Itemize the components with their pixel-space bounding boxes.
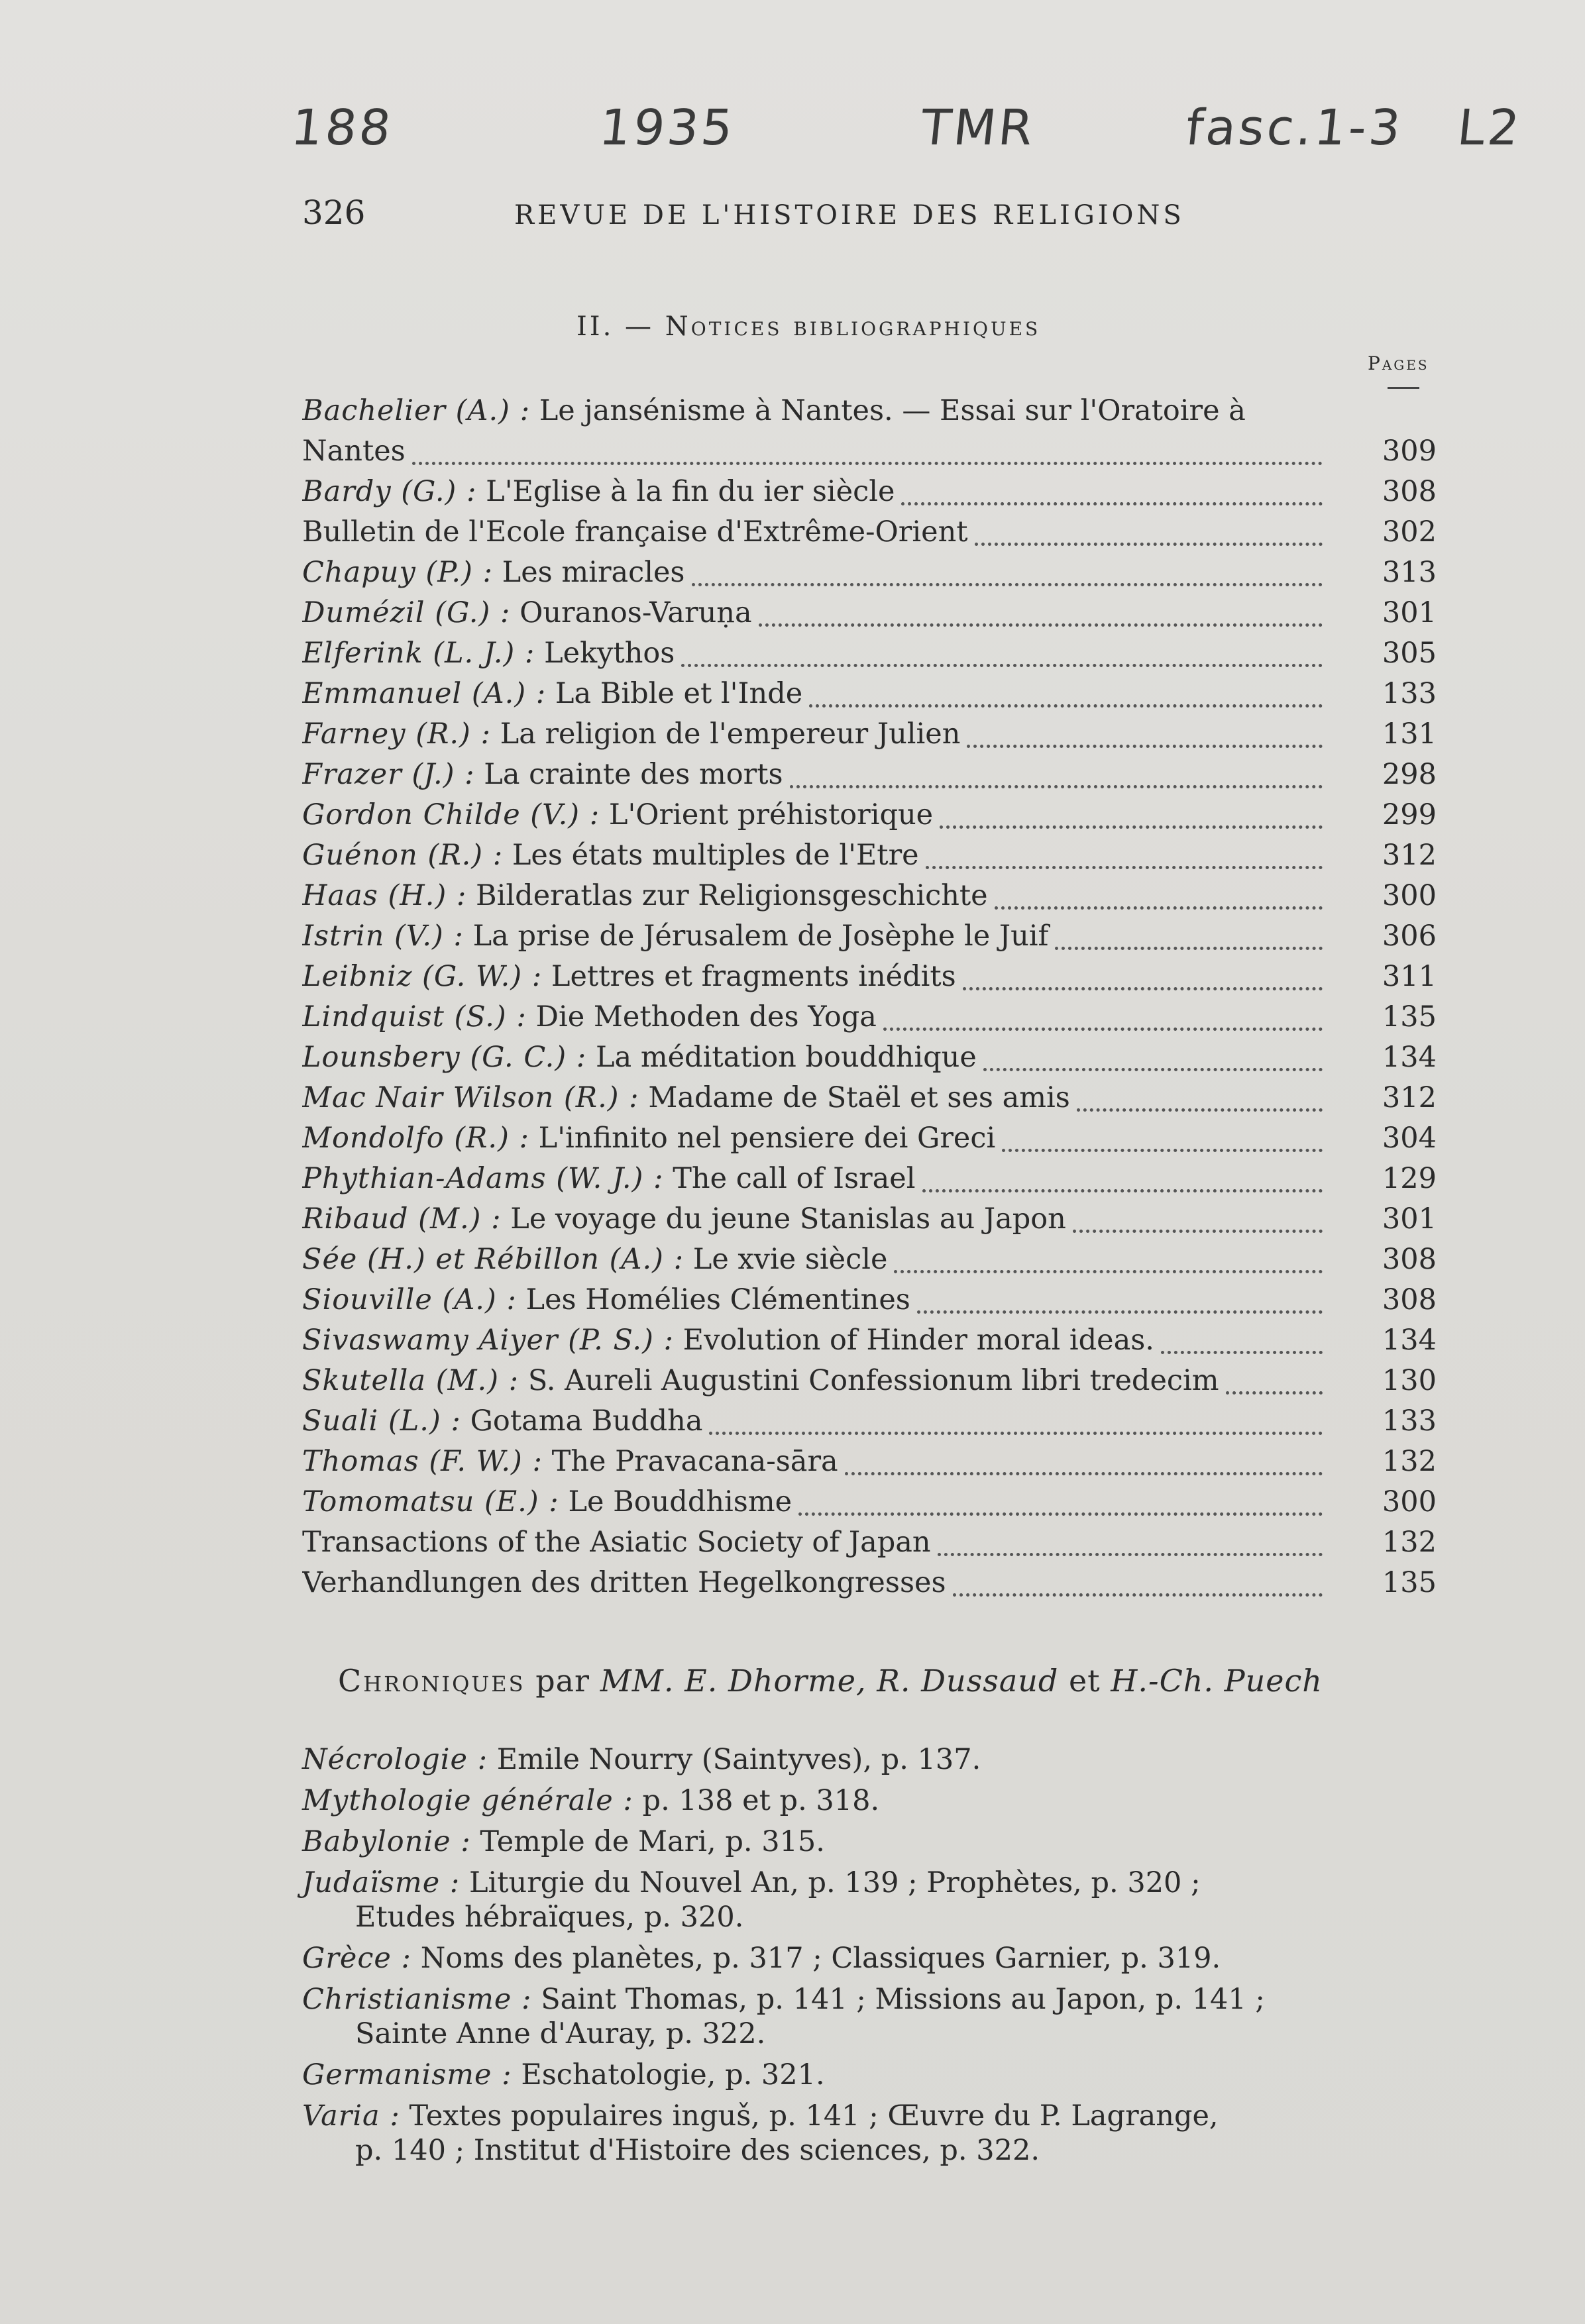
dot-leader [1226,1385,1323,1395]
chronique-text: Textes populaires inguš, p. 141 ; Œuvre du P. Lagrange, [400,2099,1219,2133]
list-item [302,876,1437,916]
list-item [302,1240,1437,1280]
entry-author: Bardy (G.) : [302,475,477,508]
entry-text [302,876,1323,916]
entry-title: Bulletin de l'Ecole française d'Extrême-Orient [302,515,968,549]
list-item [302,1563,1437,1603]
chroniques-heading [338,1663,1323,1699]
entry-text [302,1280,1323,1320]
entry-title: Le xvie siècle [684,1243,888,1276]
running-title: REVUE DE L'HISTOIRE DES RELIGIONS [514,200,1185,231]
entry-title: La méditation bouddhique [586,1041,977,1074]
entry-author: Farney (R.) : [302,717,491,751]
chroniques-list [302,1742,1429,2174]
chronique-category: Grèce : [302,1942,412,1975]
list-item [302,835,1437,876]
entry-title: Gotama Buddha [461,1404,703,1438]
entry-text [302,795,1323,835]
list-item [302,1159,1437,1199]
entry-title: Transactions of the Asiatic Society of Japan [302,1526,931,1559]
dot-leader [963,980,1323,990]
entry-text [302,755,1323,795]
entry-author: Mac Nair Wilson (R.) : [302,1081,639,1114]
chroniques-par: par [535,1663,590,1699]
entry-page-number: 132 [1382,1526,1437,1559]
dot-leader [922,1183,1323,1192]
entry-title: L'Orient préhistorique [600,798,934,831]
entry-page-number: 302 [1382,515,1437,549]
handwritten-note-5: L2 [1454,99,1525,156]
chroniques-authors: MM. E. Dhorme, R. Dussaud [600,1663,1059,1699]
entry-title: Les états multiples de l'Etre [503,839,919,872]
entry-text [302,714,1323,755]
entry-text [302,957,1323,997]
entry-author: Siouville (A.) : [302,1283,517,1316]
entry-title: L'infinito nel pensiere dei Greci [529,1122,996,1155]
dot-leader [1073,1223,1323,1233]
dot-leader [709,1425,1323,1435]
list-item [302,1442,1437,1482]
entry-author: Frazer (J.) : [302,758,475,791]
chronique-category: Christianisme : [302,1983,532,2016]
entry-text [302,1401,1323,1442]
dot-leader [995,900,1323,910]
chronique-item [302,2099,1429,2168]
entry-author: Dumézil (G.) : [302,596,511,629]
entry-page-number: 132 [1382,1445,1437,1478]
entry-author: Elferink (L. J.) : [302,637,535,670]
entry-title: Ouranos-Varuṇa [510,596,752,629]
entry-text [302,1199,1323,1240]
entry-text [302,553,1323,593]
list-item [302,391,1437,472]
entry-page-number: 134 [1382,1041,1437,1074]
list-item [302,674,1437,714]
dot-leader [809,698,1323,708]
entry-text [302,1320,1323,1361]
entry-text [302,1482,1323,1522]
entry-text [302,1361,1323,1401]
chronique-continuation: Etudes hébraïques, p. 320. [355,1901,744,1934]
entry-text [302,1078,1323,1118]
chronique-item [302,1982,1429,2051]
chronique-item [302,1866,1429,1934]
entry-author: Leibniz (G. W.) : [302,960,543,993]
entry-text [302,997,1323,1037]
entry-page-number: 308 [1382,1283,1437,1316]
entry-author: Haas (H.) : [302,879,467,912]
entry-author: Emmanuel (A.) : [302,677,547,710]
handwritten-note-3: TMR [918,99,1038,156]
list-item [302,1118,1437,1159]
dot-leader [926,859,1323,869]
entry-text [302,916,1323,957]
dot-leader [798,1506,1323,1516]
list-item [302,593,1437,633]
entry-title: Le jansénisme à Nantes. — Essai sur l'Oratoire à Nantes [302,394,1246,468]
list-item [302,795,1437,835]
list-item [302,714,1437,755]
entry-author: Istrin (V.) : [302,920,464,953]
entry-title: Les Homélies Clémentines [516,1283,910,1316]
dot-leader [1077,1102,1323,1112]
handwritten-note-1: 188 [288,99,396,156]
chroniques-label: Chroniques [338,1663,525,1699]
entry-title: The call of Israel [663,1162,916,1195]
chronique-item [302,2058,1429,2092]
entry-page-number: 313 [1382,556,1437,589]
dot-leader [940,819,1323,829]
entry-title: La religion de l'empereur Julien [490,717,961,751]
chronique-text: Noms des planètes, p. 317 ; Classiques Garnier, p. 319. [411,1942,1221,1975]
entry-title: L'Eglise à la fin du ier siècle [476,475,895,508]
list-item [302,1482,1437,1522]
entry-title: Lekythos [535,637,675,670]
chronique-category: Judaïsme : [302,1866,461,1899]
entry-text [302,1037,1323,1078]
entry-title: Les miracles [493,556,685,589]
entry-page-number: 131 [1382,717,1437,751]
entry-author: Lindquist (S.) : [302,1000,527,1033]
entry-author: Skutella (M.) : [302,1364,519,1397]
list-item [302,1199,1437,1240]
entry-author: Chapuy (P.) : [302,556,494,589]
list-item [302,1320,1437,1361]
dot-leader [883,1021,1323,1031]
entry-page-number: 133 [1382,1404,1437,1438]
list-item [302,755,1437,795]
entry-page-number: 134 [1382,1324,1437,1357]
list-item [302,1361,1437,1401]
bibliography-list [302,391,1437,1603]
entry-text [302,835,1323,876]
chronique-text: Liturgie du Nouvel An, p. 139 ; Prophètes, p. 320 ; [460,1866,1201,1899]
entry-text [302,674,1323,714]
entry-page-number: 311 [1382,960,1437,993]
entry-text [302,593,1323,633]
handwritten-note-4: fasc.1-3 [1183,99,1406,156]
entry-page-number: 133 [1382,677,1437,710]
entry-page-number: 308 [1382,1243,1437,1276]
dot-leader [790,778,1323,788]
entry-author: Thomas (F. W.) : [302,1445,543,1478]
dot-leader [917,1304,1323,1314]
dot-leader [1161,1344,1323,1354]
entry-text [302,1563,1323,1603]
chronique-item [302,1783,1429,1818]
entry-page-number: 130 [1382,1364,1437,1397]
entry-page-number: 299 [1382,798,1437,831]
dot-leader [412,455,1323,465]
list-item [302,1037,1437,1078]
entry-page-number: 301 [1382,1202,1437,1236]
entry-title: The Pravacana-sāra [542,1445,838,1478]
entry-page-number: 135 [1382,1566,1437,1599]
entry-author: Bachelier (A.) : [302,394,531,427]
dot-leader [692,576,1323,586]
entry-page-number: 309 [1382,435,1437,468]
list-item [302,997,1437,1037]
entry-page-number: 300 [1382,1485,1437,1518]
entry-text [302,1442,1323,1482]
entry-author: Tomomatsu (E.) : [302,1485,559,1518]
chronique-text: Emile Nourry (Saintyves), p. 137. [488,1743,981,1776]
list-item [302,633,1437,674]
entry-author: Lounsbery (G. C.) : [302,1041,587,1074]
entry-title: Verhandlungen des dritten Hegelkongresses [302,1566,946,1599]
entry-title: La crainte des morts [474,758,783,791]
list-item [302,957,1437,997]
list-item [302,1401,1437,1442]
dot-leader [1002,1142,1323,1152]
entry-title: Le voyage du jeune Stanislas au Japon [501,1202,1066,1236]
entry-title: Evolution of Hinder moral ideas. [674,1324,1154,1357]
chronique-text: Eschatologie, p. 321. [512,2058,825,2091]
entry-page-number: 312 [1382,1081,1437,1114]
entry-page-number: 308 [1382,475,1437,508]
entry-page-number: 305 [1382,637,1437,670]
chronique-category: Mythologie générale : [302,1784,633,1817]
dot-leader [953,1587,1323,1597]
handwritten-note-2: 1935 [596,99,738,156]
entry-author: Ribaud (M.) : [302,1202,502,1236]
dot-leader [983,1061,1323,1071]
chronique-text: Temple de Mari, p. 315. [470,1825,825,1858]
entry-page-number: 306 [1382,920,1437,953]
dot-leader [681,657,1323,667]
entry-text [302,1522,1323,1563]
chronique-continuation: p. 140 ; Institut d'Histoire des sciences, p. 322. [355,2134,1040,2167]
chronique-continuation: Sainte Anne d'Auray, p. 322. [355,2017,766,2050]
chronique-text: p. 138 et p. 318. [633,1784,880,1817]
entry-text [302,1118,1323,1159]
entry-page-number: 135 [1382,1000,1437,1033]
entry-title: Madame de Staël et ses amis [639,1081,1070,1114]
chronique-item [302,1941,1429,1976]
chronique-category: Nécrologie : [302,1743,488,1776]
entry-page-number: 312 [1382,839,1437,872]
dot-leader [901,496,1323,505]
entry-title: Lettres et fragments inédits [542,960,956,993]
dot-leader [975,536,1323,546]
list-item [302,1522,1437,1563]
entry-text [302,1159,1323,1199]
page-number: 326 [302,193,366,232]
chronique-category: Germanisme : [302,2058,512,2091]
entry-title: Die Methoden des Yoga [526,1000,877,1033]
pages-column-label: Pages [1368,352,1429,374]
list-item [302,512,1437,553]
list-item [302,916,1437,957]
section-title: II. — Notices bibliographiques [576,311,1041,342]
chroniques-et: et [1068,1663,1101,1699]
entry-title: S. Aureli Augustini Confessionum libri tredecim [519,1364,1219,1397]
dot-leader [759,617,1323,627]
entry-author: Gordon Childe (V.) : [302,798,600,831]
entry-author: Guénon (R.) : [302,839,504,872]
dot-leader [967,738,1323,748]
list-item [302,1078,1437,1118]
entry-author: Mondolfo (R.) : [302,1122,530,1155]
dot-leader [1055,940,1323,950]
page-header [302,193,1429,246]
chronique-item [302,1742,1429,1777]
chronique-text: Saint Thomas, p. 141 ; Missions au Japon, p. 141 ; [531,1983,1265,2016]
entry-title: La prise de Jérusalem de Josèphe le Juif [463,920,1049,953]
entry-text [302,472,1323,512]
entry-author: Sée (H.) et Rébillon (A.) : [302,1243,684,1276]
entry-page-number: 298 [1382,758,1437,791]
dot-leader [938,1546,1323,1556]
entry-title: Bilderatlas zur Religionsgeschichte [466,879,988,912]
chronique-category: Babylonie : [302,1825,471,1858]
entry-text [302,512,1323,553]
chronique-item [302,1824,1429,1859]
entry-title: La Bible et l'Inde [546,677,803,710]
entry-author: Phythian-Adams (W. J.) : [302,1162,664,1195]
entry-page-number: 300 [1382,879,1437,912]
list-item [302,1280,1437,1320]
dot-leader [894,1263,1323,1273]
list-item [302,472,1437,512]
entry-author: Suali (L.) : [302,1404,461,1438]
entry-text [302,1240,1323,1280]
list-item [302,553,1437,593]
chroniques-last-author: H.-Ch. Puech [1111,1663,1323,1699]
entry-title: Le Bouddhisme [559,1485,792,1518]
entry-page-number: 301 [1382,596,1437,629]
entry-author: Sivaswamy Aiyer (P. S.) : [302,1324,675,1357]
dot-leader [845,1465,1323,1475]
chronique-category: Varia : [302,2099,400,2133]
entry-page-number: 304 [1382,1122,1437,1155]
pages-column-rule [1388,387,1419,389]
entry-page-number: 129 [1382,1162,1437,1195]
entry-text [302,633,1323,674]
